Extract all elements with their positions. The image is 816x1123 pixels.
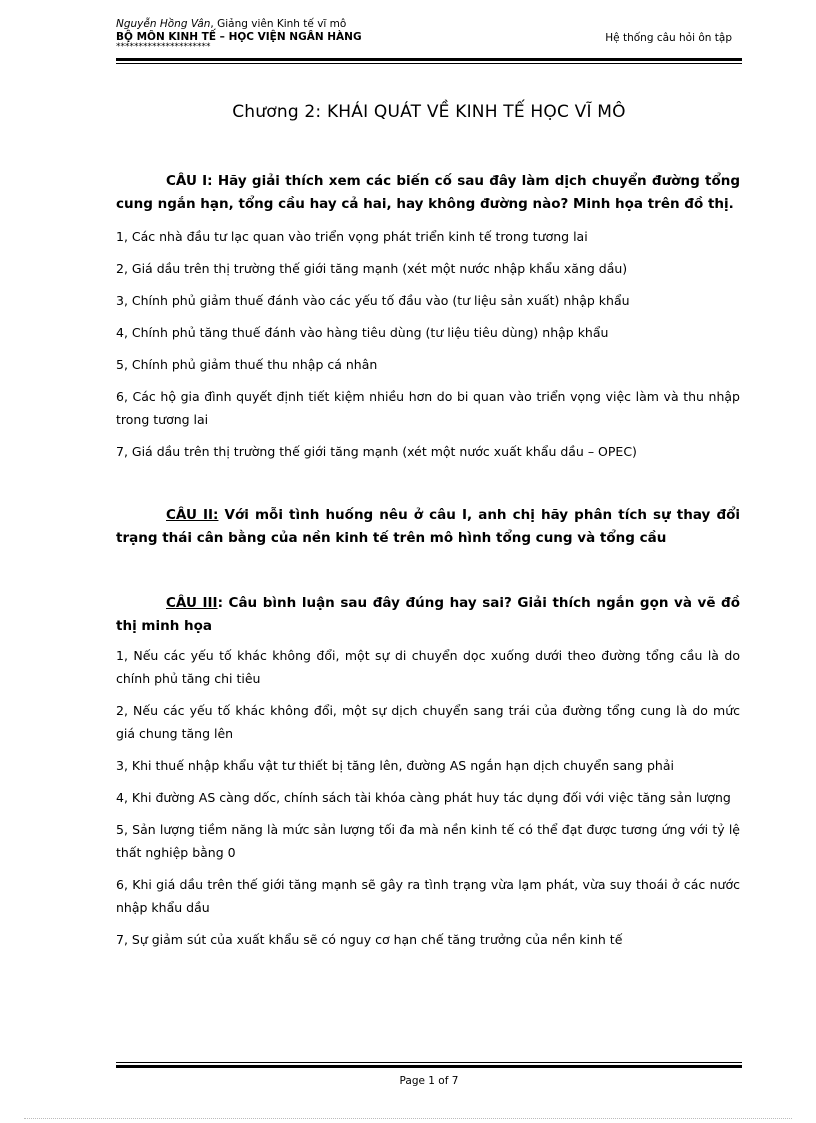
footer-rule-thick bbox=[116, 1065, 742, 1068]
q3-item-3: 3, Khi thuế nhập khẩu vật tư thiết bị tăng lên, đường AS ngắn hạn dịch chuyển sang phải bbox=[116, 758, 674, 773]
header-rule-thick bbox=[116, 58, 742, 61]
question-1-text: Hãy giải thích xem các biến cố sau đây làm dịch chuyển đường tổng cung ngắn hạn, tổng cầu hay cả hai, hay không đường nào? Minh họa trên đồ thị. bbox=[116, 173, 740, 212]
header-rule-thin bbox=[116, 63, 742, 64]
question-2-text: Với mỗi tình huống nêu ở câu I, anh chị hãy phân tích sự thay đổi trạng thái cân bằng của nền kinh tế trên mô hình tổng cung và tổng cầu bbox=[116, 507, 741, 546]
question-2-label: CÂU II: bbox=[166, 507, 219, 523]
q3-item-2: 2, Nếu các yếu tố khác không đổi, một sự dịch chuyển sang trái của đường tổng cung là do mức giá chung tăng lên bbox=[116, 703, 740, 741]
q3-item-7: 7, Sự giảm sút của xuất khẩu sẽ có nguy cơ hạn chế tăng trưởng của nền kinh tế bbox=[116, 932, 623, 947]
question-3-text: : Câu bình luận sau đây đúng hay sai? Giải thích ngắn gọn và vẽ đồ thị minh họa bbox=[116, 595, 741, 634]
chapter-title: Chương 2: KHÁI QUÁT VỀ KINH TẾ HỌC VĨ MÔ bbox=[232, 102, 626, 122]
question-3-label: CÂU III bbox=[166, 595, 218, 611]
q3-item-4: 4, Khi đường AS càng dốc, chính sách tài khóa càng phát huy tác dụng đối với việc tăng sản lượng bbox=[116, 790, 731, 805]
q1-item-4: 4, Chính phủ tăng thuế đánh vào hàng tiêu dùng (tư liệu tiêu dùng) nhập khẩu bbox=[116, 325, 609, 340]
header-stars: ********************* bbox=[116, 42, 211, 52]
question-3 bbox=[116, 592, 740, 638]
header-department: BỘ MÔN KINH TẾ – HỌC VIỆN NGÂN HÀNG bbox=[116, 31, 362, 43]
q1-item-2: 2, Giá dầu trên thị trường thế giới tăng mạnh (xét một nước nhập khẩu xăng dầu) bbox=[116, 261, 628, 276]
question-1-label: CÂU I: bbox=[166, 173, 213, 189]
header-author-line bbox=[116, 18, 742, 31]
header-author: Nguyễn Hồng Vân bbox=[116, 18, 211, 30]
q1-item-5: 5, Chính phủ giảm thuế thu nhập cá nhân bbox=[116, 357, 378, 372]
page-number: Page 1 of 7 bbox=[399, 1075, 459, 1087]
q3-item-6: 6, Khi giá dầu trên thế giới tăng mạnh sẽ gây ra tình trạng vừa lạm phát, vừa suy thoái ở các nước nhập khẩu dầu bbox=[116, 877, 740, 915]
q1-item-3: 3, Chính phủ giảm thuế đánh vào các yếu tố đầu vào (tư liệu sản xuất) nhập khẩu bbox=[116, 293, 630, 308]
q1-item-1: 1, Các nhà đầu tư lạc quan vào triển vọng phát triển kinh tế trong tương lai bbox=[116, 229, 588, 244]
page-edge-divider bbox=[24, 1118, 792, 1119]
question-1 bbox=[116, 170, 740, 216]
header-right-text: Hệ thống câu hỏi ôn tập bbox=[605, 32, 732, 44]
page-header bbox=[116, 18, 742, 60]
page-content bbox=[116, 170, 740, 951]
q3-item-1: 1, Nếu các yếu tố khác không đổi, một sự di chuyển dọc xuống dưới theo đường tổng cầu là do chính phủ tăng chi tiêu bbox=[116, 648, 740, 686]
q1-item-7: 7, Giá dầu trên thị trường thế giới tăng mạnh (xét một nước xuất khẩu dầu – OPEC) bbox=[116, 444, 637, 459]
question-2 bbox=[116, 504, 740, 550]
q3-item-5: 5, Sản lượng tiềm năng là mức sản lượng tối đa mà nền kinh tế có thể đạt được tương ứng với tỷ lệ thất nghiệp bằng 0 bbox=[116, 822, 740, 860]
footer-rule-thin bbox=[116, 1062, 742, 1063]
header-author-role: , Giảng viên Kinh tế vĩ mô bbox=[210, 18, 347, 30]
q1-item-6: 6, Các hộ gia đình quyết định tiết kiệm nhiều hơn do bi quan vào triển vọng việc làm và thu nhập trong tương lai bbox=[116, 389, 740, 427]
